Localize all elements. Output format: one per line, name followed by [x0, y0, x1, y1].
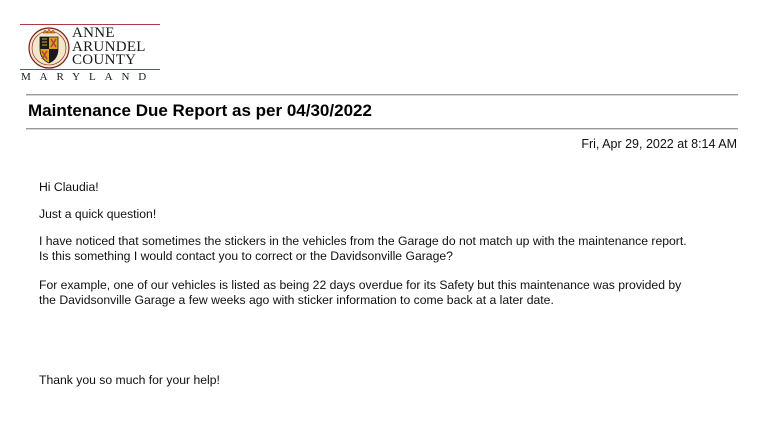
- logo-line-3: COUNTY: [72, 52, 137, 68]
- page-title: Maintenance Due Report as per 04/30/2022: [28, 101, 372, 120]
- notice-line-2: Is this something I would contact you to correct or the Davidsonville Garage?: [39, 249, 453, 263]
- logo-state-name: MARYLAND: [21, 71, 156, 83]
- logo-bottom-rule: [20, 69, 160, 70]
- county-logo: [20, 24, 164, 83]
- notice-line-1: I have noticed that sometimes the stickers in the vehicles from the Garage do not match up with the maintenance report.: [39, 234, 687, 248]
- message-body: [39, 180, 739, 308]
- closing-line: Thank you so much for your help!: [39, 373, 220, 387]
- title-bottom-divider: [26, 128, 738, 129]
- title-top-divider: [26, 94, 738, 95]
- message-date: Fri, Apr 29, 2022 at 8:14 AM: [581, 137, 737, 151]
- logo-line-2: ARUNDEL: [72, 38, 146, 55]
- greeting-line: Hi Claudia!: [39, 180, 99, 194]
- logo-line-1: ANNE: [72, 25, 115, 41]
- example-line-2: the Davidsonville Garage a few weeks ago with sticker information to come back at a later date.: [39, 293, 554, 307]
- question-line: Just a quick question!: [39, 207, 157, 221]
- example-line-1: For example, one of our vehicles is listed as being 22 days overdue for its Safety but this maintenance was provided by: [39, 278, 682, 292]
- logo-wordmark: [72, 27, 146, 68]
- county-seal-icon: [28, 27, 70, 69]
